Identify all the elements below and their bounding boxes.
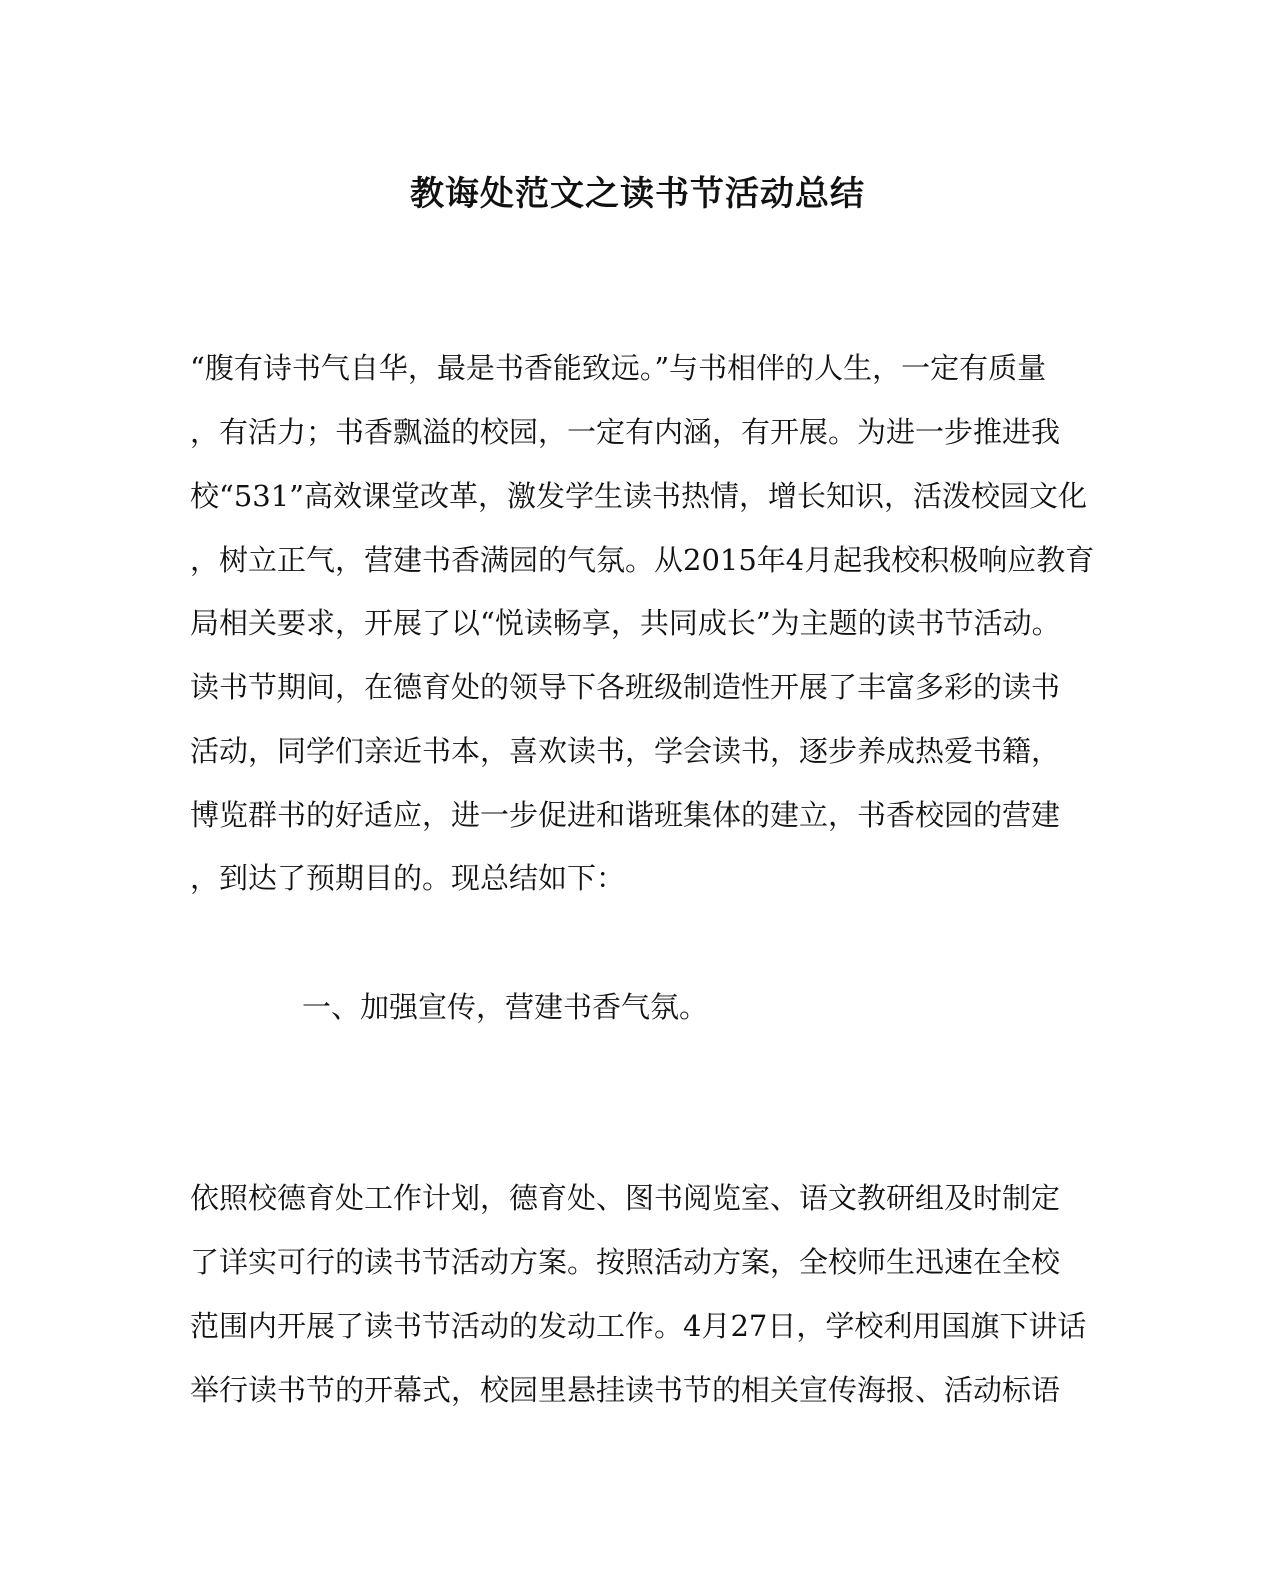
paragraph-1-line-6: 读书节期间，在德育处的领导下各班级制造性开展了丰富多彩的读书: [190, 670, 1061, 704]
paragraph-1-line-9: ，到达了预期目的。现总结如下：: [190, 861, 626, 895]
paragraph-1-line-8: 博览群书的好适应，进一步促进和谐班集体的建立，书香校园的营建: [190, 798, 1061, 832]
paragraph-1-line-3: 校“531”高效课堂改革，激发学生读书热情，增长知识，活泼校园文化: [190, 479, 1088, 513]
paragraph-1-line-2: ，有活力；书香飘溢的校园，一定有内涵，有开展。为进一步推进我: [190, 415, 1061, 449]
paragraph-2-line-2: 了详实可行的读书节活动方案。按照活动方案，全校师生迅速在全校: [190, 1245, 1061, 1279]
paragraph-2-line-3: 范围内开展了读书节活动的发动工作。4月27日，学校利用国旗下讲话: [190, 1309, 1087, 1343]
paragraph-1-line-5: 局相关要求，开展了以“悦读畅享，共同成长”为主题的读书节活动。: [190, 606, 1061, 640]
document-title: 教诲处范文之读书节活动总结: [410, 174, 865, 214]
paragraph-1-line-1: “腹有诗书气自华，最是书香能致远。”与书相伴的人生，一定有质量: [190, 351, 1047, 385]
paragraph-1-line-4: ，树立正气，营建书香满园的气氛。从2015年4月起我校积极响应教育: [190, 543, 1095, 577]
paragraph-2-line-1: 依照校德育处工作计划，德育处、图书阅览室、语文教研组及时制定: [190, 1181, 1061, 1215]
paragraph-2-line-4: 举行读书节的开幕式，校园里悬挂读书节的相关宣传海报、活动标语: [190, 1373, 1061, 1407]
section-1-heading: 一、加强宣传，营建书香气氛。: [302, 990, 709, 1024]
paragraph-1-line-7: 活动，同学们亲近书本，喜欢读书，学会读书，逐步养成热爱书籍，: [190, 734, 1061, 768]
